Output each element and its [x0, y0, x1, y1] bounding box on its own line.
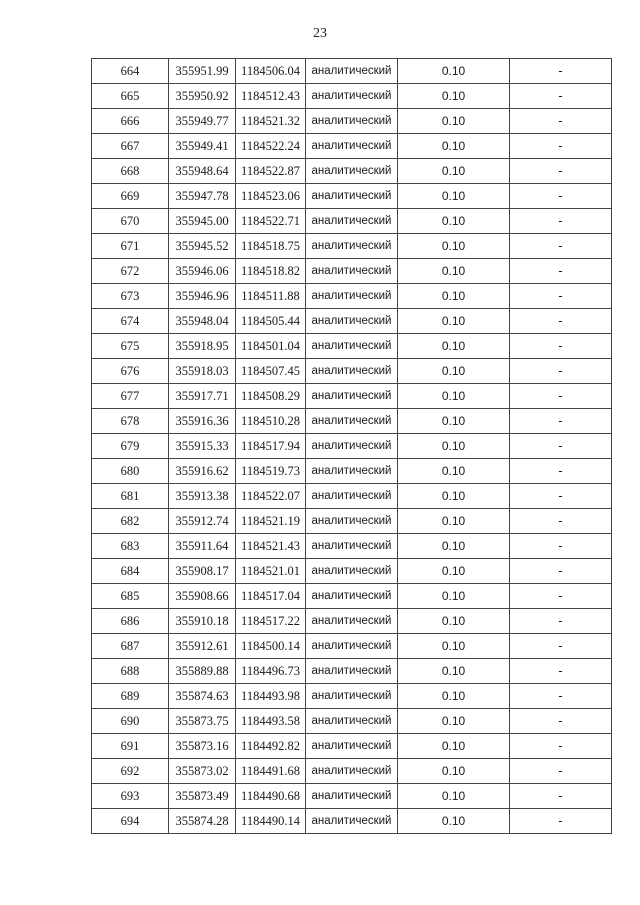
table-row: [92, 709, 612, 734]
table-row: [92, 59, 612, 84]
y-coordinate-cell: 1184505.44: [236, 309, 306, 334]
method-cell: аналитический: [306, 234, 398, 259]
point-number-cell: 673: [92, 284, 169, 309]
note-cell: -: [510, 184, 612, 209]
note-cell: -: [510, 709, 612, 734]
method-cell: аналитический: [306, 84, 398, 109]
x-coordinate-cell: 355910.18: [169, 609, 236, 634]
point-number-cell: 690: [92, 709, 169, 734]
accuracy-cell: 0.10: [398, 584, 510, 609]
note-cell: -: [510, 84, 612, 109]
point-number-cell: 677: [92, 384, 169, 409]
point-number-cell: 681: [92, 484, 169, 509]
note-cell: -: [510, 759, 612, 784]
point-number-cell: 691: [92, 734, 169, 759]
point-number-cell: 678: [92, 409, 169, 434]
x-coordinate-cell: 355908.66: [169, 584, 236, 609]
table-row: [92, 184, 612, 209]
accuracy-cell: 0.10: [398, 59, 510, 84]
note-cell: -: [510, 584, 612, 609]
x-coordinate-cell: 355951.99: [169, 59, 236, 84]
table-row: [92, 109, 612, 134]
method-cell: аналитический: [306, 134, 398, 159]
method-cell: аналитический: [306, 184, 398, 209]
accuracy-cell: 0.10: [398, 684, 510, 709]
accuracy-cell: 0.10: [398, 259, 510, 284]
note-cell: -: [510, 534, 612, 559]
y-coordinate-cell: 1184517.22: [236, 609, 306, 634]
method-cell: аналитический: [306, 384, 398, 409]
method-cell: аналитический: [306, 734, 398, 759]
x-coordinate-cell: 355874.28: [169, 809, 236, 834]
note-cell: -: [510, 634, 612, 659]
x-coordinate-cell: 355873.02: [169, 759, 236, 784]
table-row: [92, 734, 612, 759]
point-number-cell: 680: [92, 459, 169, 484]
method-cell: аналитический: [306, 259, 398, 284]
y-coordinate-cell: 1184512.43: [236, 84, 306, 109]
method-cell: аналитический: [306, 584, 398, 609]
accuracy-cell: 0.10: [398, 459, 510, 484]
note-cell: -: [510, 359, 612, 384]
table-row: [92, 609, 612, 634]
x-coordinate-cell: 355912.61: [169, 634, 236, 659]
table-row: [92, 484, 612, 509]
x-coordinate-cell: 355946.96: [169, 284, 236, 309]
note-cell: -: [510, 684, 612, 709]
point-number-cell: 675: [92, 334, 169, 359]
accuracy-cell: 0.10: [398, 759, 510, 784]
x-coordinate-cell: 355913.38: [169, 484, 236, 509]
note-cell: -: [510, 809, 612, 834]
y-coordinate-cell: 1184517.04: [236, 584, 306, 609]
point-number-cell: 672: [92, 259, 169, 284]
y-coordinate-cell: 1184492.82: [236, 734, 306, 759]
accuracy-cell: 0.10: [398, 184, 510, 209]
method-cell: аналитический: [306, 759, 398, 784]
y-coordinate-cell: 1184511.88: [236, 284, 306, 309]
y-coordinate-cell: 1184491.68: [236, 759, 306, 784]
accuracy-cell: 0.10: [398, 809, 510, 834]
table-row: [92, 659, 612, 684]
note-cell: -: [510, 309, 612, 334]
y-coordinate-cell: 1184523.06: [236, 184, 306, 209]
note-cell: -: [510, 609, 612, 634]
x-coordinate-cell: 355873.49: [169, 784, 236, 809]
note-cell: -: [510, 434, 612, 459]
accuracy-cell: 0.10: [398, 634, 510, 659]
accuracy-cell: 0.10: [398, 334, 510, 359]
method-cell: аналитический: [306, 209, 398, 234]
accuracy-cell: 0.10: [398, 509, 510, 534]
method-cell: аналитический: [306, 559, 398, 584]
accuracy-cell: 0.10: [398, 234, 510, 259]
y-coordinate-cell: 1184508.29: [236, 384, 306, 409]
table-row: [92, 234, 612, 259]
x-coordinate-cell: 355950.92: [169, 84, 236, 109]
x-coordinate-cell: 355949.41: [169, 134, 236, 159]
x-coordinate-cell: 355873.16: [169, 734, 236, 759]
y-coordinate-cell: 1184522.24: [236, 134, 306, 159]
x-coordinate-cell: 355947.78: [169, 184, 236, 209]
table-row: [92, 134, 612, 159]
y-coordinate-cell: 1184522.71: [236, 209, 306, 234]
y-coordinate-cell: 1184519.73: [236, 459, 306, 484]
table-row: [92, 259, 612, 284]
y-coordinate-cell: 1184510.28: [236, 409, 306, 434]
y-coordinate-cell: 1184493.98: [236, 684, 306, 709]
accuracy-cell: 0.10: [398, 359, 510, 384]
point-number-cell: 676: [92, 359, 169, 384]
accuracy-cell: 0.10: [398, 484, 510, 509]
table-row: [92, 309, 612, 334]
x-coordinate-cell: 355917.71: [169, 384, 236, 409]
x-coordinate-cell: 355946.06: [169, 259, 236, 284]
table-row: [92, 459, 612, 484]
note-cell: -: [510, 59, 612, 84]
accuracy-cell: 0.10: [398, 284, 510, 309]
note-cell: -: [510, 384, 612, 409]
note-cell: -: [510, 459, 612, 484]
table-row: [92, 509, 612, 534]
accuracy-cell: 0.10: [398, 709, 510, 734]
accuracy-cell: 0.10: [398, 534, 510, 559]
x-coordinate-cell: 355889.88: [169, 659, 236, 684]
y-coordinate-cell: 1184490.68: [236, 784, 306, 809]
point-number-cell: 671: [92, 234, 169, 259]
point-number-cell: 669: [92, 184, 169, 209]
note-cell: -: [510, 209, 612, 234]
point-number-cell: 689: [92, 684, 169, 709]
method-cell: аналитический: [306, 709, 398, 734]
x-coordinate-cell: 355916.62: [169, 459, 236, 484]
accuracy-cell: 0.10: [398, 109, 510, 134]
table-row: [92, 784, 612, 809]
accuracy-cell: 0.10: [398, 84, 510, 109]
x-coordinate-cell: 355911.64: [169, 534, 236, 559]
method-cell: аналитический: [306, 309, 398, 334]
x-coordinate-cell: 355945.52: [169, 234, 236, 259]
accuracy-cell: 0.10: [398, 159, 510, 184]
point-number-cell: 670: [92, 209, 169, 234]
method-cell: аналитический: [306, 59, 398, 84]
table-row: [92, 209, 612, 234]
point-number-cell: 694: [92, 809, 169, 834]
y-coordinate-cell: 1184500.14: [236, 634, 306, 659]
method-cell: аналитический: [306, 534, 398, 559]
x-coordinate-cell: 355945.00: [169, 209, 236, 234]
x-coordinate-cell: 355948.04: [169, 309, 236, 334]
table-row: [92, 334, 612, 359]
table-row: [92, 534, 612, 559]
table-row: [92, 559, 612, 584]
note-cell: -: [510, 284, 612, 309]
table-row: [92, 284, 612, 309]
method-cell: аналитический: [306, 284, 398, 309]
point-number-cell: 668: [92, 159, 169, 184]
method-cell: аналитический: [306, 809, 398, 834]
note-cell: -: [510, 159, 612, 184]
accuracy-cell: 0.10: [398, 209, 510, 234]
point-number-cell: 667: [92, 134, 169, 159]
note-cell: -: [510, 484, 612, 509]
y-coordinate-cell: 1184496.73: [236, 659, 306, 684]
page-number: 23: [313, 26, 327, 41]
y-coordinate-cell: 1184521.43: [236, 534, 306, 559]
method-cell: аналитический: [306, 609, 398, 634]
point-number-cell: 684: [92, 559, 169, 584]
note-cell: -: [510, 234, 612, 259]
point-number-cell: 679: [92, 434, 169, 459]
accuracy-cell: 0.10: [398, 659, 510, 684]
accuracy-cell: 0.10: [398, 309, 510, 334]
x-coordinate-cell: 355912.74: [169, 509, 236, 534]
table-row: [92, 809, 612, 834]
y-coordinate-cell: 1184522.87: [236, 159, 306, 184]
table-row: [92, 684, 612, 709]
method-cell: аналитический: [306, 659, 398, 684]
point-number-cell: 693: [92, 784, 169, 809]
y-coordinate-cell: 1184522.07: [236, 484, 306, 509]
table-row: [92, 409, 612, 434]
method-cell: аналитический: [306, 509, 398, 534]
table-row: [92, 634, 612, 659]
accuracy-cell: 0.10: [398, 559, 510, 584]
table-row: [92, 159, 612, 184]
accuracy-cell: 0.10: [398, 409, 510, 434]
table-row: [92, 584, 612, 609]
y-coordinate-cell: 1184507.45: [236, 359, 306, 384]
note-cell: -: [510, 409, 612, 434]
method-cell: аналитический: [306, 784, 398, 809]
note-cell: -: [510, 334, 612, 359]
method-cell: аналитический: [306, 484, 398, 509]
method-cell: аналитический: [306, 634, 398, 659]
table-row: [92, 434, 612, 459]
point-number-cell: 682: [92, 509, 169, 534]
note-cell: -: [510, 134, 612, 159]
y-coordinate-cell: 1184501.04: [236, 334, 306, 359]
note-cell: -: [510, 784, 612, 809]
x-coordinate-cell: 355874.63: [169, 684, 236, 709]
y-coordinate-cell: 1184506.04: [236, 59, 306, 84]
y-coordinate-cell: 1184493.58: [236, 709, 306, 734]
method-cell: аналитический: [306, 409, 398, 434]
point-number-cell: 683: [92, 534, 169, 559]
accuracy-cell: 0.10: [398, 734, 510, 759]
point-number-cell: 666: [92, 109, 169, 134]
table-row: [92, 759, 612, 784]
table-body: [92, 59, 612, 834]
point-number-cell: 686: [92, 609, 169, 634]
accuracy-cell: 0.10: [398, 134, 510, 159]
y-coordinate-cell: 1184521.19: [236, 509, 306, 534]
y-coordinate-cell: 1184490.14: [236, 809, 306, 834]
point-number-cell: 674: [92, 309, 169, 334]
note-cell: -: [510, 509, 612, 534]
method-cell: аналитический: [306, 334, 398, 359]
method-cell: аналитический: [306, 459, 398, 484]
method-cell: аналитический: [306, 159, 398, 184]
accuracy-cell: 0.10: [398, 384, 510, 409]
point-number-cell: 664: [92, 59, 169, 84]
x-coordinate-cell: 355948.64: [169, 159, 236, 184]
accuracy-cell: 0.10: [398, 609, 510, 634]
method-cell: аналитический: [306, 359, 398, 384]
x-coordinate-cell: 355918.03: [169, 359, 236, 384]
table-row: [92, 359, 612, 384]
x-coordinate-cell: 355908.17: [169, 559, 236, 584]
point-number-cell: 692: [92, 759, 169, 784]
method-cell: аналитический: [306, 434, 398, 459]
y-coordinate-cell: 1184521.32: [236, 109, 306, 134]
point-number-cell: 688: [92, 659, 169, 684]
note-cell: -: [510, 659, 612, 684]
y-coordinate-cell: 1184521.01: [236, 559, 306, 584]
accuracy-cell: 0.10: [398, 434, 510, 459]
point-number-cell: 665: [92, 84, 169, 109]
accuracy-cell: 0.10: [398, 784, 510, 809]
y-coordinate-cell: 1184518.82: [236, 259, 306, 284]
method-cell: аналитический: [306, 684, 398, 709]
x-coordinate-cell: 355918.95: [169, 334, 236, 359]
x-coordinate-cell: 355916.36: [169, 409, 236, 434]
point-number-cell: 685: [92, 584, 169, 609]
method-cell: аналитический: [306, 109, 398, 134]
coordinates-table: [91, 58, 612, 834]
x-coordinate-cell: 355873.75: [169, 709, 236, 734]
note-cell: -: [510, 559, 612, 584]
table-row: [92, 84, 612, 109]
x-coordinate-cell: 355949.77: [169, 109, 236, 134]
note-cell: -: [510, 109, 612, 134]
x-coordinate-cell: 355915.33: [169, 434, 236, 459]
note-cell: -: [510, 259, 612, 284]
table-row: [92, 384, 612, 409]
y-coordinate-cell: 1184518.75: [236, 234, 306, 259]
point-number-cell: 687: [92, 634, 169, 659]
y-coordinate-cell: 1184517.94: [236, 434, 306, 459]
note-cell: -: [510, 734, 612, 759]
